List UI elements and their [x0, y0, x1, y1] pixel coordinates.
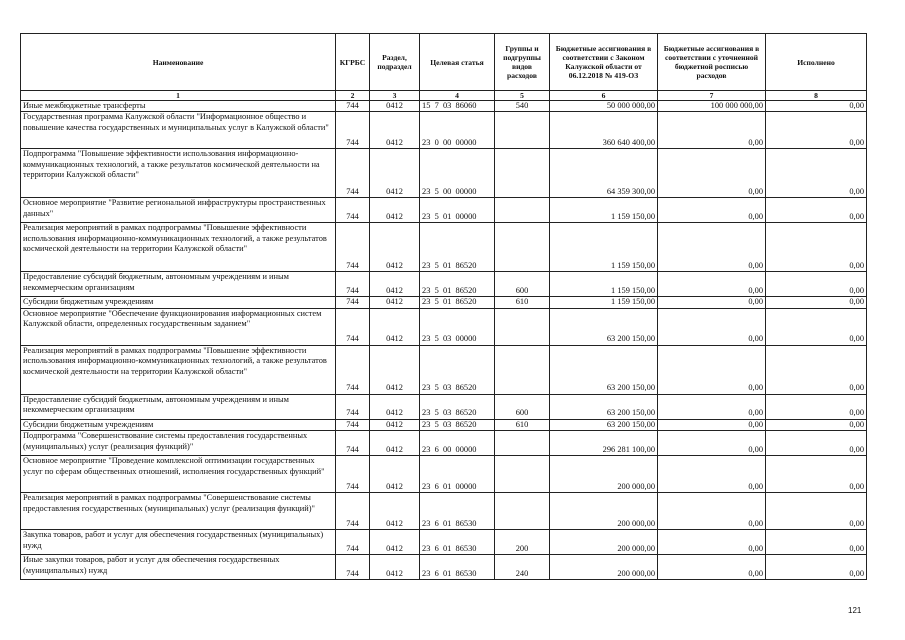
row-group: 600 [495, 272, 550, 297]
row-revised-amount: 0,00 [658, 419, 766, 430]
row-section: 0412 [370, 149, 420, 198]
row-executed-amount: 0,00 [766, 345, 867, 394]
row-executed-amount: 0,00 [766, 555, 867, 580]
table-header-row [21, 34, 867, 91]
row-law-amount: 200 000,00 [550, 530, 658, 555]
header-group: Группы и подгруппы видов расходов [495, 34, 550, 91]
table-row [21, 149, 867, 198]
row-executed-amount: 0,00 [766, 223, 867, 272]
row-ktrbs: 744 [336, 308, 370, 345]
row-executed-amount: 0,00 [766, 419, 867, 430]
row-section: 0412 [370, 308, 420, 345]
row-name: Иные закупки товаров, работ и услуг для обеспечения государственных (муниципальных) нужд [21, 555, 336, 580]
header-name: Наименование [21, 34, 336, 91]
row-law-amount: 360 640 400,00 [550, 112, 658, 149]
row-name: Реализация мероприятий в рамках подпрограммы "Повышение эффективности использования информационно-коммуникационных технологий, а также результатов космической деятельности на территории Калужской области" [21, 223, 336, 272]
row-section: 0412 [370, 456, 420, 493]
row-name: Иные межбюджетные трансферты [21, 101, 336, 112]
table-row [21, 431, 867, 456]
row-name: Подпрограмма "Повышение эффективности использования информационно-коммуникационных технологий, а также результатов космической деятельности на территории Калужской области" [21, 149, 336, 198]
row-ktrbs: 744 [336, 149, 370, 198]
row-law-amount: 63 200 150,00 [550, 419, 658, 430]
row-name: Основное мероприятие "Обеспечение функционирования информационных систем Калужской области, определенных государственным заданием" [21, 308, 336, 345]
column-number: 3 [370, 91, 420, 101]
row-revised-amount: 0,00 [658, 493, 766, 530]
row-revised-amount: 0,00 [658, 431, 766, 456]
row-ktrbs: 744 [336, 555, 370, 580]
row-section: 0412 [370, 555, 420, 580]
row-ktrbs: 744 [336, 456, 370, 493]
row-target: 23 6 01 86530 [420, 530, 495, 555]
row-section: 0412 [370, 394, 420, 419]
row-name: Реализация мероприятий в рамках подпрограммы "Совершенствование системы предоставления государственных (муниципальных) услуг (реализация функций)" [21, 493, 336, 530]
row-executed-amount: 0,00 [766, 394, 867, 419]
column-number: 7 [658, 91, 766, 101]
column-number: 5 [495, 91, 550, 101]
row-revised-amount: 0,00 [658, 297, 766, 308]
table-row [21, 272, 867, 297]
row-executed-amount: 0,00 [766, 308, 867, 345]
header-executed: Исполнено [766, 34, 867, 91]
row-group [495, 456, 550, 493]
row-name: Государственная программа Калужской области "Информационное общество и повышение качества государственных и муниципальных услуг в Калужской области" [21, 112, 336, 149]
table-row [21, 394, 867, 419]
row-group [495, 198, 550, 223]
row-ktrbs: 744 [336, 394, 370, 419]
row-name: Субсидии бюджетным учреждениям [21, 297, 336, 308]
row-target: 23 5 00 00000 [420, 149, 495, 198]
row-executed-amount: 0,00 [766, 493, 867, 530]
row-revised-amount: 0,00 [658, 198, 766, 223]
row-ktrbs: 744 [336, 272, 370, 297]
row-law-amount: 1 159 150,00 [550, 272, 658, 297]
row-target: 23 5 01 00000 [420, 198, 495, 223]
row-ktrbs: 744 [336, 112, 370, 149]
row-group [495, 493, 550, 530]
row-target: 23 5 03 86520 [420, 345, 495, 394]
row-target: 23 6 01 86530 [420, 555, 495, 580]
row-group: 610 [495, 419, 550, 430]
row-section: 0412 [370, 223, 420, 272]
column-number: 1 [21, 91, 336, 101]
row-revised-amount: 0,00 [658, 149, 766, 198]
row-target: 23 5 03 86520 [420, 419, 495, 430]
row-target: 23 5 03 86520 [420, 394, 495, 419]
row-group [495, 308, 550, 345]
row-target: 23 6 01 86530 [420, 493, 495, 530]
row-group: 200 [495, 530, 550, 555]
row-target: 23 5 03 00000 [420, 308, 495, 345]
row-group [495, 149, 550, 198]
row-executed-amount: 0,00 [766, 101, 867, 112]
column-number: 6 [550, 91, 658, 101]
row-target: 23 5 01 86520 [420, 297, 495, 308]
table-row [21, 112, 867, 149]
row-name: Предоставление субсидий бюджетным, автономным учреждениям и иным некоммерческим организациям [21, 394, 336, 419]
row-law-amount: 63 200 150,00 [550, 394, 658, 419]
row-target: 23 0 00 00000 [420, 112, 495, 149]
header-target: Целевая статья [420, 34, 495, 91]
row-law-amount: 296 281 100,00 [550, 431, 658, 456]
row-executed-amount: 0,00 [766, 112, 867, 149]
row-executed-amount: 0,00 [766, 272, 867, 297]
row-section: 0412 [370, 419, 420, 430]
row-ktrbs: 744 [336, 198, 370, 223]
row-law-amount: 50 000 000,00 [550, 101, 658, 112]
row-revised-amount: 0,00 [658, 555, 766, 580]
table-row [21, 530, 867, 555]
table-row [21, 456, 867, 493]
row-name: Субсидии бюджетным учреждениям [21, 419, 336, 430]
row-law-amount: 63 200 150,00 [550, 308, 658, 345]
row-section: 0412 [370, 431, 420, 456]
table-row [21, 297, 867, 308]
table-body [21, 101, 867, 580]
row-name: Реализация мероприятий в рамках подпрограммы "Повышение эффективности использования информационно-коммуникационных технологий, а также результатов космической деятельности на территории Калужской области" [21, 345, 336, 394]
row-revised-amount: 0,00 [658, 272, 766, 297]
row-ktrbs: 744 [336, 493, 370, 530]
row-target: 23 6 01 00000 [420, 456, 495, 493]
table-row [21, 555, 867, 580]
row-group [495, 223, 550, 272]
column-number: 2 [336, 91, 370, 101]
table-row [21, 101, 867, 112]
row-target: 23 5 01 86520 [420, 272, 495, 297]
table-row [21, 345, 867, 394]
page-number: 121 [848, 606, 862, 615]
row-ktrbs: 744 [336, 297, 370, 308]
row-executed-amount: 0,00 [766, 149, 867, 198]
row-name: Основное мероприятие "Проведение комплексной оптимизации государственных услуг по сферам общественных отношений, исполнения государственных функций" [21, 456, 336, 493]
row-target: 15 7 03 86060 [420, 101, 495, 112]
row-name: Основное мероприятие "Развитие региональной инфраструктуры пространственных данных" [21, 198, 336, 223]
row-law-amount: 200 000,00 [550, 456, 658, 493]
row-group [495, 345, 550, 394]
header-law: Бюджетные ассигнования в соответствии с Законом Калужской области от 06.12.2018 № 419-ОЗ [550, 34, 658, 91]
row-group: 600 [495, 394, 550, 419]
row-group: 610 [495, 297, 550, 308]
row-law-amount: 200 000,00 [550, 555, 658, 580]
row-law-amount: 200 000,00 [550, 493, 658, 530]
column-number: 4 [420, 91, 495, 101]
table-row [21, 419, 867, 430]
row-group: 240 [495, 555, 550, 580]
row-section: 0412 [370, 112, 420, 149]
row-section: 0412 [370, 101, 420, 112]
row-revised-amount: 0,00 [658, 308, 766, 345]
row-section: 0412 [370, 530, 420, 555]
row-executed-amount: 0,00 [766, 198, 867, 223]
row-revised-amount: 100 000 000,00 [658, 101, 766, 112]
row-ktrbs: 744 [336, 345, 370, 394]
row-ktrbs: 744 [336, 419, 370, 430]
row-name: Закупка товаров, работ и услуг для обеспечения государственных (муниципальных) нужд [21, 530, 336, 555]
row-ktrbs: 744 [336, 101, 370, 112]
header-section: Раздел, подраздел [370, 34, 420, 91]
row-revised-amount: 0,00 [658, 394, 766, 419]
row-executed-amount: 0,00 [766, 431, 867, 456]
row-group [495, 431, 550, 456]
row-target: 23 6 00 00000 [420, 431, 495, 456]
row-section: 0412 [370, 198, 420, 223]
row-target: 23 5 01 86520 [420, 223, 495, 272]
row-section: 0412 [370, 493, 420, 530]
row-law-amount: 1 159 150,00 [550, 297, 658, 308]
table-row [21, 308, 867, 345]
row-law-amount: 1 159 150,00 [550, 223, 658, 272]
row-revised-amount: 0,00 [658, 456, 766, 493]
column-number-row [21, 91, 867, 101]
header-revised: Бюджетные ассигнования в соответствии с уточненной бюджетной росписью расходов [658, 34, 766, 91]
row-revised-amount: 0,00 [658, 223, 766, 272]
table-row [21, 223, 867, 272]
row-name: Подпрограмма "Совершенствование системы предоставления государственных (муниципальных) услуг (реализация функций)" [21, 431, 336, 456]
row-revised-amount: 0,00 [658, 530, 766, 555]
row-ktrbs: 744 [336, 223, 370, 272]
row-name: Предоставление субсидий бюджетным, автономным учреждениям и иным некоммерческим организациям [21, 272, 336, 297]
row-section: 0412 [370, 272, 420, 297]
row-executed-amount: 0,00 [766, 530, 867, 555]
table-row [21, 198, 867, 223]
table-row [21, 493, 867, 530]
row-group: 540 [495, 101, 550, 112]
column-number: 8 [766, 91, 867, 101]
row-ktrbs: 744 [336, 530, 370, 555]
row-section: 0412 [370, 297, 420, 308]
row-law-amount: 1 159 150,00 [550, 198, 658, 223]
header-ktrbs: КГРБС [336, 34, 370, 91]
row-executed-amount: 0,00 [766, 297, 867, 308]
row-executed-amount: 0,00 [766, 456, 867, 493]
row-group [495, 112, 550, 149]
row-revised-amount: 0,00 [658, 345, 766, 394]
row-law-amount: 63 200 150,00 [550, 345, 658, 394]
row-law-amount: 64 359 300,00 [550, 149, 658, 198]
row-section: 0412 [370, 345, 420, 394]
budget-table [20, 33, 867, 580]
row-ktrbs: 744 [336, 431, 370, 456]
row-revised-amount: 0,00 [658, 112, 766, 149]
